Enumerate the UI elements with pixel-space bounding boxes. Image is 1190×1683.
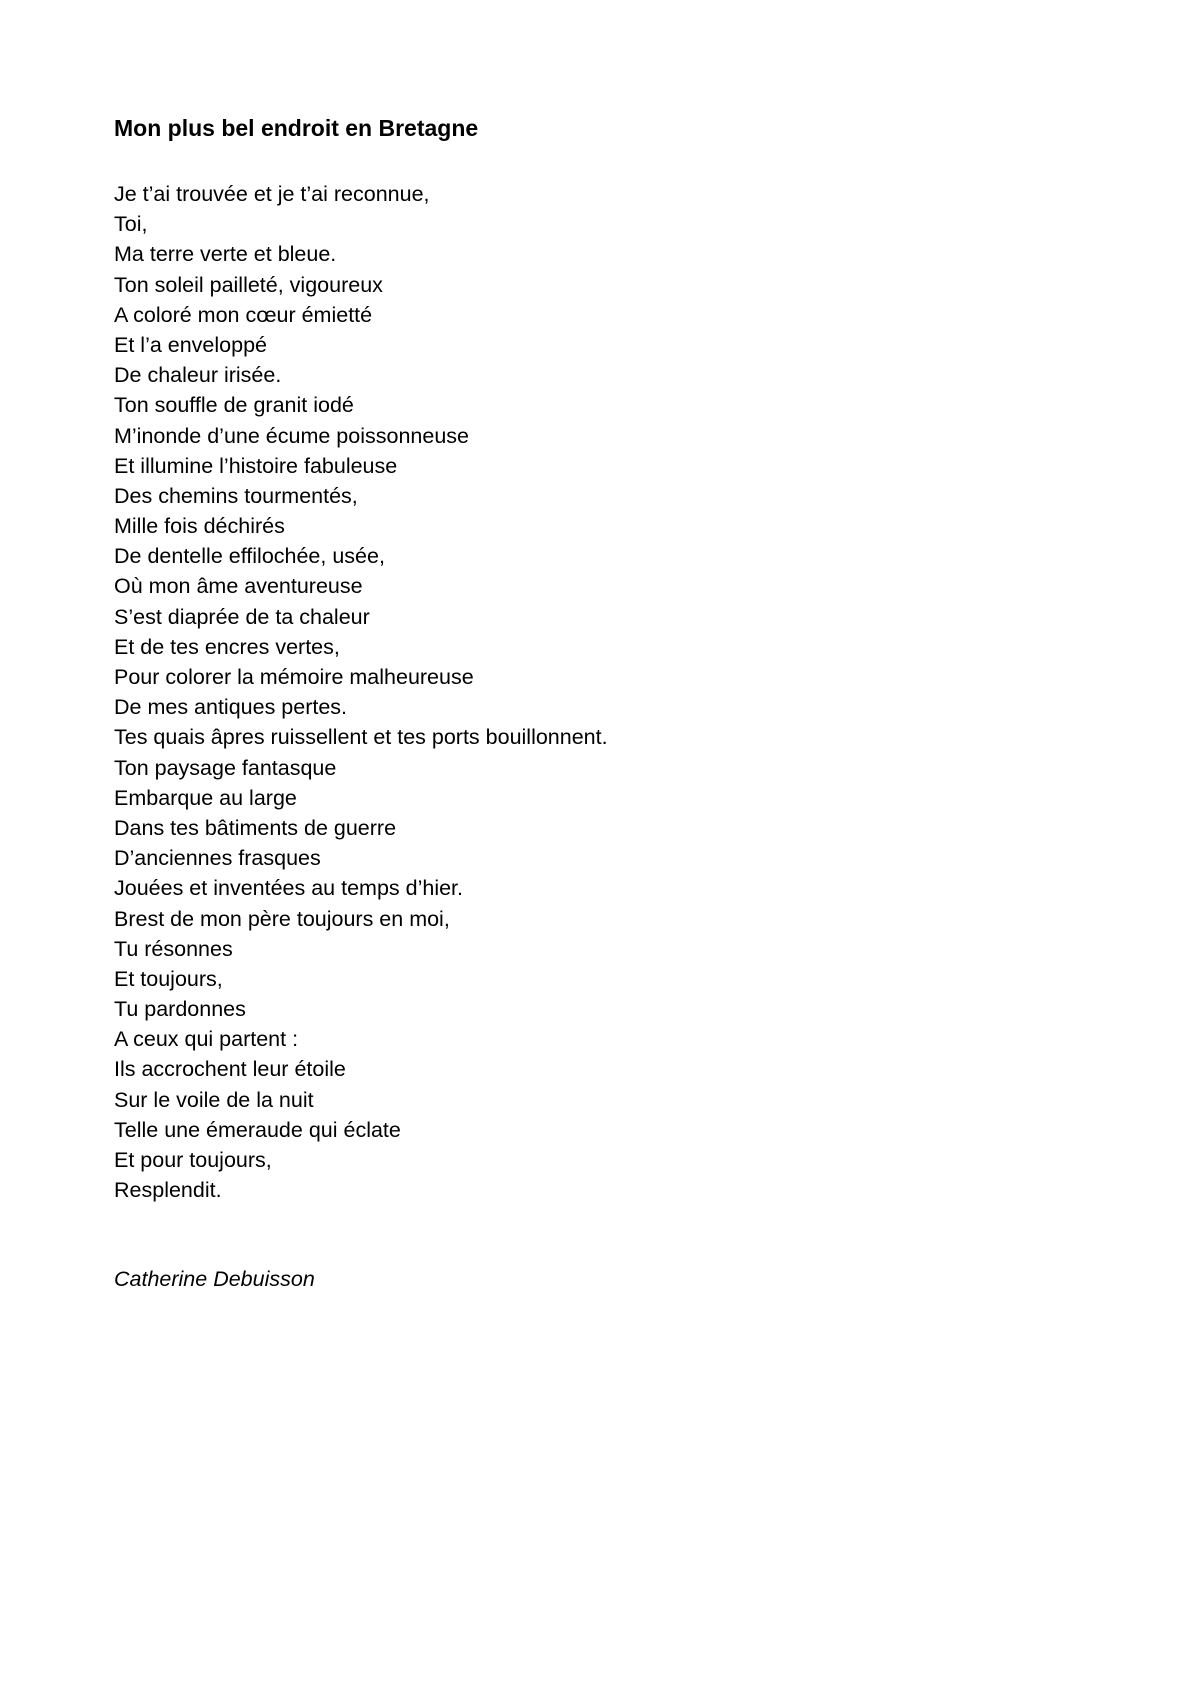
poem-line: A coloré mon cœur émietté [114, 302, 373, 327]
poem-line: Ils accrochent leur étoile [114, 1057, 346, 1082]
poem-line: Ton soleil pailleté, vigoureux [114, 272, 383, 297]
poem-line: Et de tes encres vertes, [114, 634, 340, 659]
poem-line: Je t’ai trouvée et je t’ai reconnue, [114, 182, 430, 206]
poem-line: Dans tes bâtiments de guerre [114, 815, 397, 840]
poem-line: Ton paysage fantasque [114, 755, 337, 780]
poem-line: Tu résonnes [114, 936, 233, 961]
poem-line: A ceux qui partent : [114, 1027, 299, 1052]
poem-line: Et l’a enveloppé [114, 332, 267, 357]
poem-line: Et pour toujours, [114, 1148, 272, 1172]
poem-line: Et illumine l’histoire fabuleuse [114, 453, 398, 478]
poem-line: Sur le voile de la nuit [114, 1087, 314, 1112]
poem-line: Des chemins tourmentés, [114, 483, 358, 508]
poem-line: M’inonde d’une écume poissonneuse [114, 423, 469, 448]
poem-line: Pour colorer la mémoire malheureuse [114, 665, 474, 689]
poem-line: Ma terre verte et bleue. [114, 242, 337, 267]
poem-line: Jouées et inventées au temps d’hier. [114, 876, 463, 901]
poem-line: Toi, [114, 212, 148, 237]
poem-body [114, 179, 608, 1205]
poem-title: Mon plus bel endroit en Bretagne [114, 115, 479, 141]
poem-line: Et toujours, [114, 966, 223, 991]
author-signature: Catherine Debuisson [114, 1267, 315, 1291]
poem-line: De chaleur irisée. [114, 363, 282, 388]
poem-line: De mes antiques pertes. [114, 695, 348, 720]
poem-line: Brest de mon père toujours en moi, [114, 906, 450, 931]
poem-line: Mille fois déchirés [114, 514, 285, 539]
poem-line: De dentelle effilochée, usée, [114, 544, 385, 569]
poem-line: Tes quais âpres ruissellent et tes ports bouillonnent. [114, 725, 608, 750]
poem-line: D’anciennes frasques [114, 846, 321, 871]
poem-line: Embarque au large [114, 785, 297, 810]
poem-line: Où mon âme aventureuse [114, 574, 363, 599]
poem-line: Telle une émeraude qui éclate [114, 1117, 401, 1142]
poem-line: S’est diaprée de ta chaleur [114, 604, 370, 629]
poem-line: Tu pardonnes [114, 997, 246, 1022]
poem-line: Ton souffle de granit iodé [114, 393, 354, 418]
poem-line: Resplendit. [114, 1178, 222, 1203]
